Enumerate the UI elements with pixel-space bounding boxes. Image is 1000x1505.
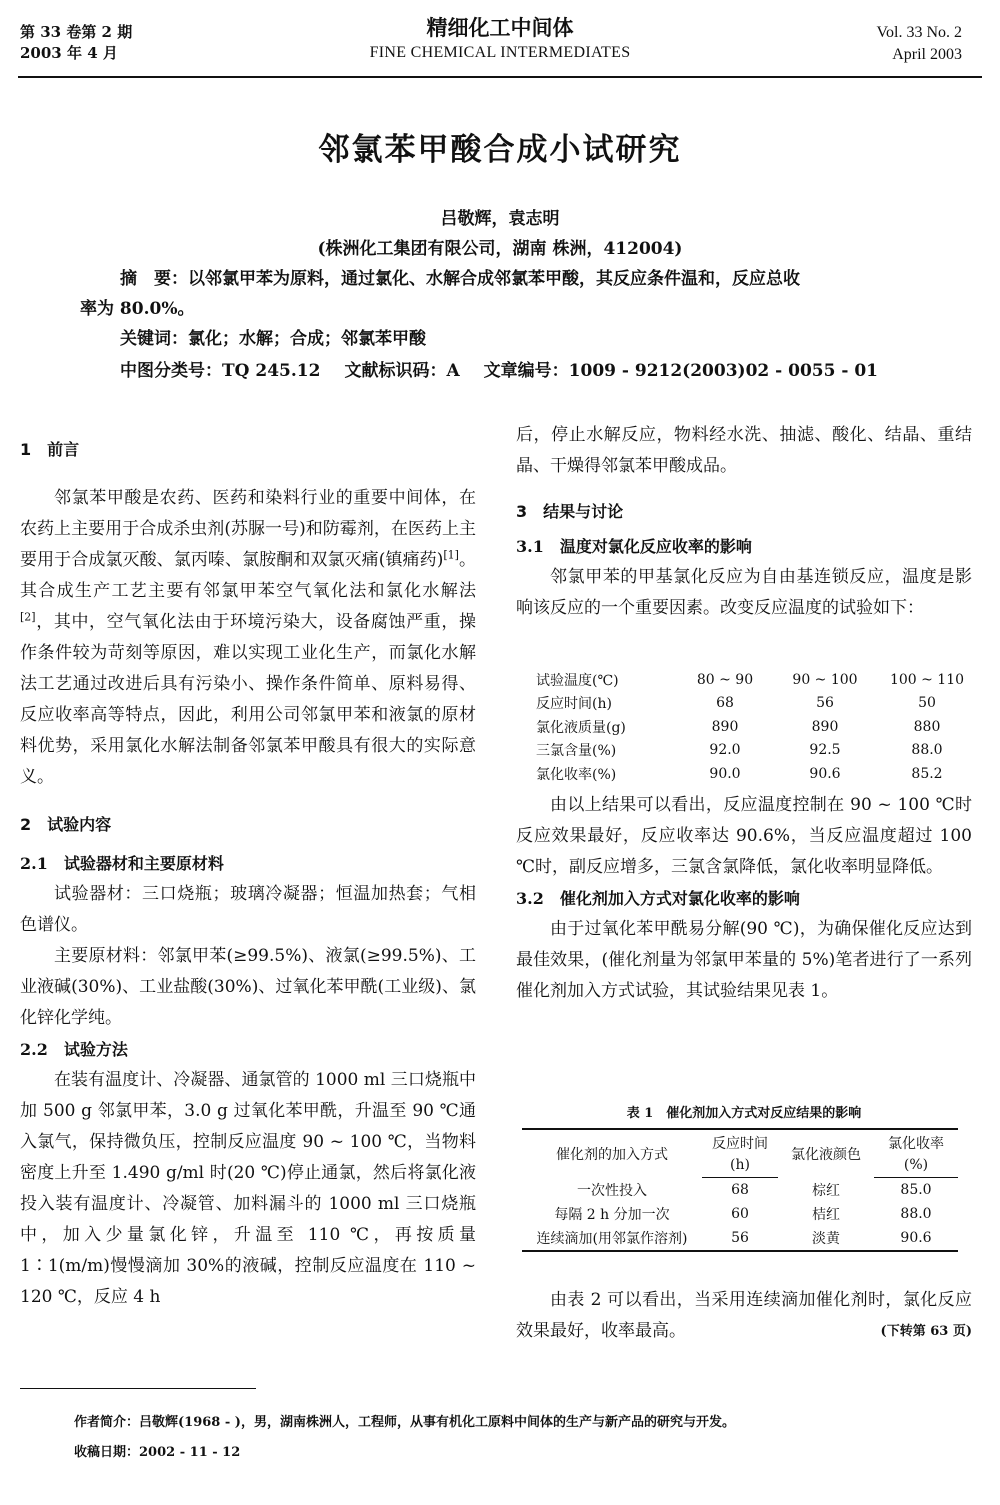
volume-en: Vol. 33 No. 2	[876, 24, 962, 41]
left-column	[20, 434, 476, 1313]
table-1-cell: 连续滴加(用邻氯作溶剂)	[522, 1226, 702, 1251]
article-id-value: 1009 - 9212(2003)02 - 0055 - 01	[568, 361, 878, 381]
keywords-text: 氯化；水解；合成；邻氯苯甲酸	[188, 329, 426, 349]
journal-name	[300, 14, 700, 64]
citation-2[interactable]: [2]	[20, 610, 36, 624]
journal-name-cn: 精细化工中间体	[426, 15, 574, 40]
keywords-label: 关键词：	[120, 329, 188, 349]
table-1-row	[522, 1178, 958, 1203]
issue-info-cn	[20, 22, 132, 64]
clc-value: TQ 245.12	[222, 361, 321, 381]
temperature-table-row	[536, 668, 978, 692]
table-1-cell: 60	[731, 1206, 749, 1222]
table-cell: 100 ~ 110	[889, 671, 965, 688]
date-en: April 2003	[892, 46, 962, 63]
col-header-time: 反应时间	[702, 1129, 778, 1153]
paragraph-intro: 邻氯苯甲酸是农药、医药和染料行业的重要中间体，在农药上主要用于合成杀虫剂(苏脲一号)和防霉剂，在医药上主要用于合成氯灭酸、氯丙嗪、氯胺酮和双氯灭痛(镇痛药)[1]。其合成生产工艺主要有邻氯甲苯空气氧化法和氯化水解法[2]，其中，空气氧化法由于环境污染大，设备腐蚀严重，操作条件较为苛刻等原因，难以实现工业化生产，而氯化水解法工艺通过改进后具有污染小、操作条件简单、原料易得、反应收率高等特点，因此，利用公司邻氯甲苯和液氯的原材料优势，采用氯化水解法制备邻氯苯甲酸具有很大的实际意义。	[20, 488, 477, 787]
temperature-table-row	[536, 762, 978, 786]
issue-info-en	[877, 22, 963, 66]
table-cell: 890	[711, 718, 739, 735]
table-cell: 890	[811, 718, 839, 735]
col-header-time-unit: (h)	[702, 1153, 778, 1178]
doc-code-label: 文献标识码：	[344, 361, 447, 381]
abstract-text-2: 率为 80.0%。	[80, 299, 195, 319]
col-header-color: 氯化液颜色	[778, 1129, 874, 1178]
table-cell: 90 ~ 100	[792, 671, 858, 688]
subsection-heading-2-2: 2.2 试验方法	[20, 1040, 128, 1059]
affiliation: (株洲化工集团有限公司，湖南 株洲，412004)	[317, 239, 683, 259]
table-1-cell: 一次性投入	[577, 1182, 647, 1199]
right-column-end	[516, 1285, 972, 1347]
table-cell: 68	[716, 695, 734, 712]
table-1-cell: 90.6	[874, 1226, 958, 1251]
section-heading-1: 1 前言	[20, 440, 80, 459]
clc-label: 中图分类号：	[120, 361, 222, 381]
right-column	[516, 420, 972, 624]
table-cell: 50	[918, 695, 936, 712]
authors: 吕敬辉，袁志明	[440, 209, 560, 229]
volume-cn: 第 33 卷第 2 期	[20, 23, 133, 41]
paragraph-temperature: 邻氯甲苯的甲基氯化反应为自由基连锁反应，温度是影响该反应的一个重要因素。改变反应温度的试验如下：	[516, 567, 972, 618]
table-1-cell: 85.0	[900, 1182, 932, 1198]
section-heading-2: 2 试验内容	[20, 815, 112, 834]
header-rule	[18, 76, 982, 78]
col-header-yield-unit: (%)	[874, 1153, 958, 1178]
row-label: 三氯含量(%)	[536, 743, 617, 760]
subsection-heading-3-2: 3.2 催化剂加入方式对氯化收率的影响	[516, 889, 800, 908]
journal-name-en: FINE CHEMICAL INTERMEDIATES	[369, 44, 631, 61]
row-label: 氯化液质量(g)	[536, 719, 626, 736]
row-label: 反应时间(h)	[536, 696, 612, 713]
table-cell: 90.0	[709, 765, 741, 782]
footnote-rule	[20, 1388, 256, 1389]
doc-code-value: A	[446, 361, 460, 381]
table-1-row	[522, 1226, 958, 1251]
bio-label: 作者简介：	[74, 1415, 140, 1430]
abstract	[80, 264, 930, 354]
right-column-lower	[516, 790, 972, 1007]
subsection-heading-2-1: 2.1 试验器材和主要原材料	[20, 854, 224, 873]
col-header-method: 催化剂的加入方式	[522, 1129, 702, 1178]
subsection-heading-3-1: 3.1 温度对氯化反应收率的影响	[516, 537, 752, 556]
paragraph-temperature-result: 由以上结果可以看出，反应温度控制在 90 ~ 100 ℃时反应效果最好，反应收率达 90.6%，当反应温度超过 100 ℃时，副反应增多，三氯含氯降低，氯化收率明显降低。	[516, 795, 972, 877]
table-1-cell: 每隔 2 h 分加一次	[554, 1207, 670, 1223]
temperature-table-row	[536, 739, 978, 763]
table-cell: 85.2	[911, 765, 943, 782]
table-1-cell: 桔红	[812, 1207, 840, 1223]
footnote	[74, 1408, 954, 1468]
temperature-table-row	[536, 715, 978, 739]
temperature-table-row	[536, 692, 978, 716]
paragraph-materials: 主要原材料：邻氯甲苯(≥99.5%)、液氯(≥99.5%)、工业液碱(30%)、工业盐酸(30%)、过氧化苯甲酰(工业级)、氯化锌化学纯。	[20, 946, 476, 1028]
table-cell: 92.0	[709, 742, 741, 759]
table-1-cell: 棕红	[812, 1182, 840, 1199]
article-title: 邻氯苯甲酸合成小试研究	[318, 132, 682, 168]
paragraph-method: 在装有温度计、冷凝器、通氯管的 1000 ml 三口烧瓶中加 500 g 邻氯甲苯，3.0 g 过氧化苯甲酰，升温至 90 ℃通入氯气，保持微负压，控制反应温度 90 ~ 100 ℃，当物料密度上升至 1.490 g/ml 时(20 ℃)停止通氯，然后将氯化液投入装有温度计、冷凝管、加料漏斗的 1000 ml 三口烧瓶中，加入少量氯化锌，升温至 110 ℃，再按质量 1∶1(m/m)慢慢滴加 30%的液碱，控制反应温度在 110 ~ 120 ℃，反应 4 h	[20, 1070, 476, 1307]
paragraph-catalyst: 由于过氧化苯甲酰易分解(90 ℃)，为确保催化反应达到最佳效果，(催化剂量为邻氯甲苯量的 5%)笔者进行了一系列催化剂加入方式试验，其试验结果见表 1。	[516, 919, 972, 1001]
col-header-yield: 氯化收率	[874, 1129, 958, 1153]
table-1	[522, 1128, 958, 1252]
citation-1[interactable]: [1]	[443, 548, 459, 562]
table-cell: 90.6	[809, 765, 841, 782]
abstract-text: 以邻氯甲苯为原料，通过氯化、水解合成邻氯苯甲酸，其反应条件温和，反应总收	[188, 269, 800, 289]
received-date: 2002 - 11 - 12	[139, 1445, 241, 1460]
table-cell: 56	[816, 695, 834, 712]
paragraph-conclusion: 由表 2 可以看出，当采用连续滴加催化剂时，氯化反应效果最好，收率最高。 (下转第 63 页)	[516, 1285, 972, 1347]
paragraph-equipment: 试验器材：三口烧瓶；玻璃冷凝器；恒温加热套；气相色谱仪。	[20, 884, 476, 935]
table-1-cell: 88.0	[900, 1206, 932, 1222]
article-id-label: 文章编号：	[483, 361, 569, 381]
continued-note: (下转第 63 页)	[880, 1324, 972, 1339]
table-cell: 880	[913, 718, 941, 735]
table-cell: 80 ~ 90	[696, 671, 754, 688]
bio-text: 吕敬辉(1968 - )，男，湖南株洲人，工程师，从事有机化工原料中间体的生产与新产品的研究与开发。	[139, 1415, 735, 1430]
date-cn: 2003 年 4 月	[20, 44, 118, 62]
table-1-caption: 表 1 催化剂加入方式对反应结果的影响	[626, 1106, 862, 1121]
row-label: 氯化收率(%)	[536, 766, 617, 783]
classification-line	[120, 356, 878, 386]
temperature-table	[536, 668, 978, 786]
table-1-cell: 淡黄	[778, 1226, 874, 1251]
table-cell: 92.5	[809, 742, 841, 759]
abstract-label: 摘 要：	[120, 269, 188, 289]
paragraph-method-cont: 后，停止水解反应，物料经水洗、抽滤、酸化、结晶、重结晶、干燥得邻氯苯甲酸成品。	[516, 425, 972, 476]
table-1-cell: 68	[731, 1182, 749, 1198]
table-1-row	[522, 1202, 958, 1226]
row-label: 试验温度(℃)	[536, 672, 619, 689]
table-1-cell: 56	[702, 1226, 778, 1251]
received-label: 收稿日期：	[74, 1445, 140, 1460]
section-heading-3: 3 结果与讨论	[516, 502, 624, 521]
table-cell: 88.0	[911, 742, 943, 759]
